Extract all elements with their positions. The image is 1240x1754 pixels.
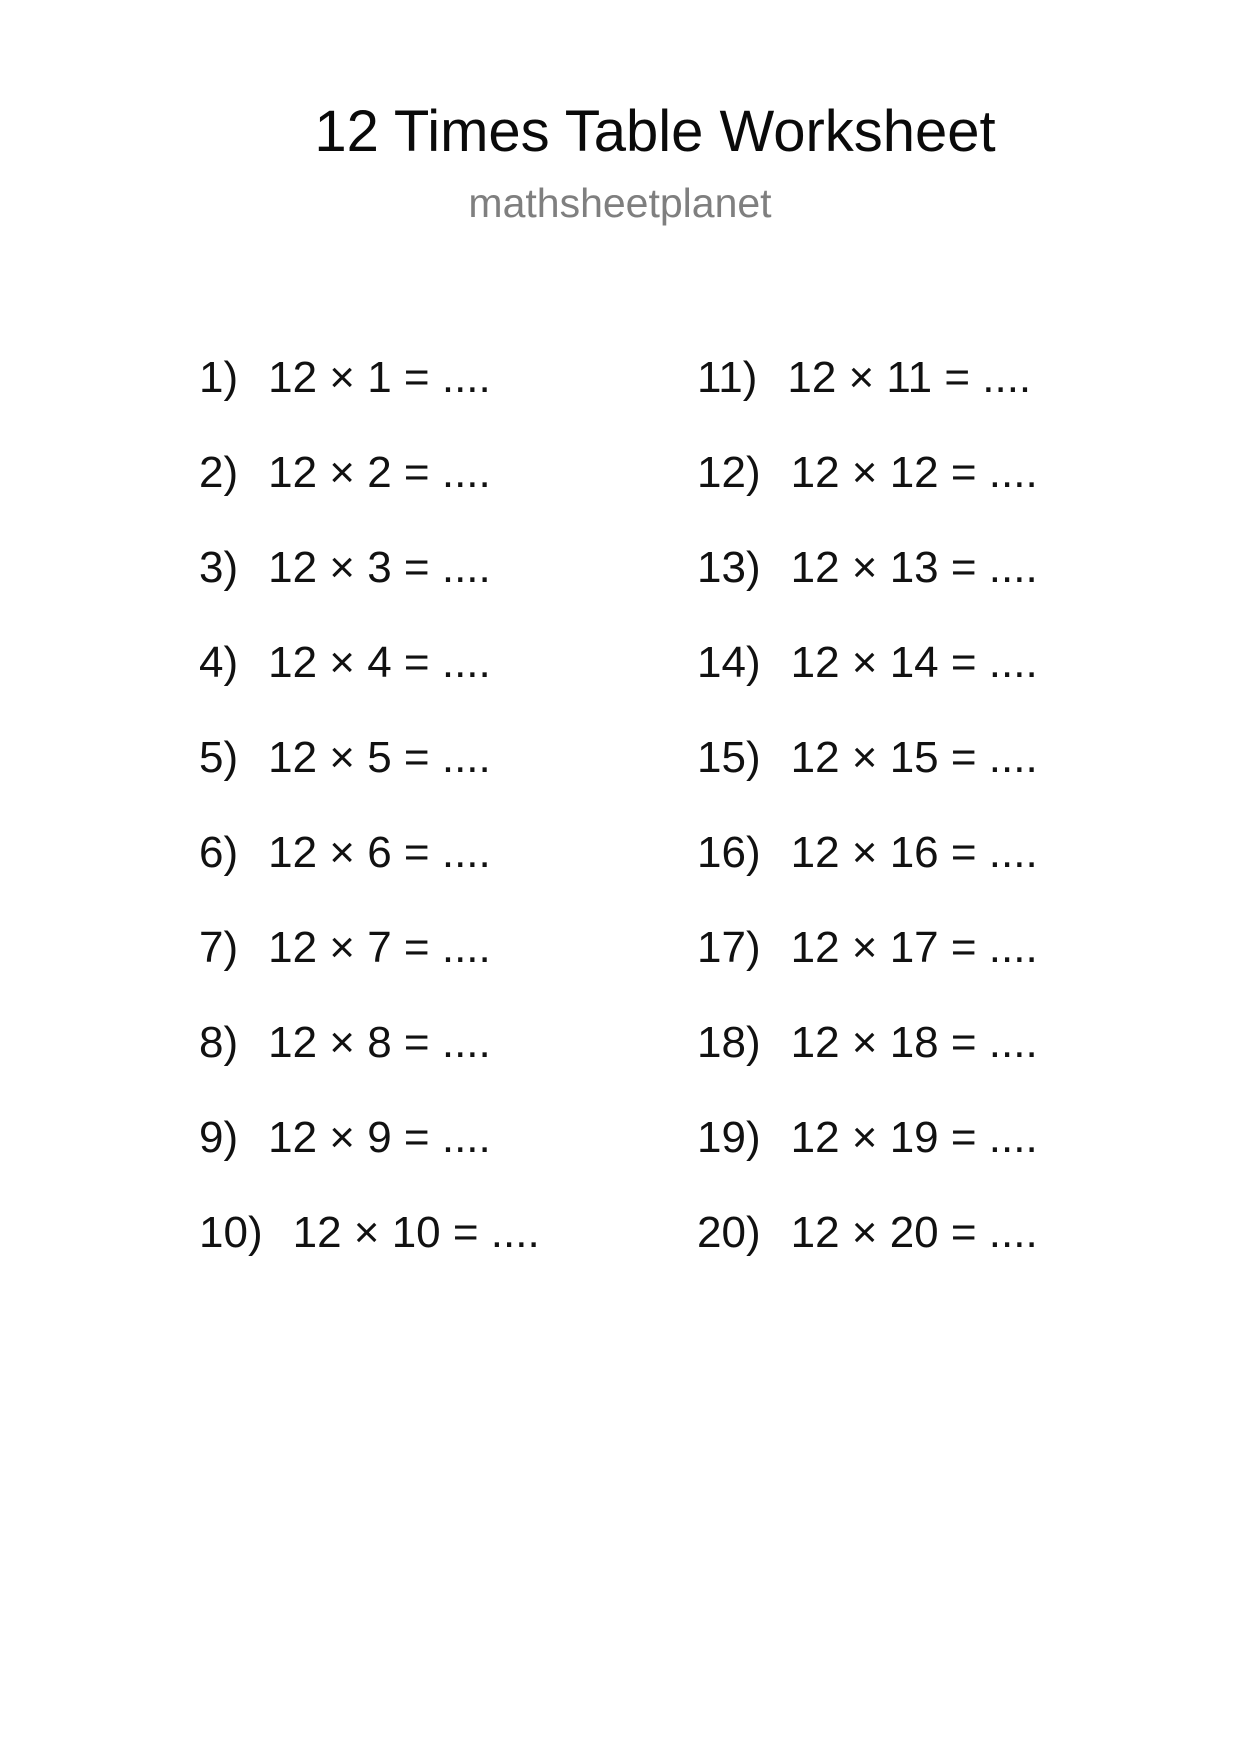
problem-item	[697, 1203, 1038, 1298]
problem-number: 11 )	[697, 348, 757, 408]
worksheet-title: 12 Times Table Worksheet	[314, 99, 996, 164]
problem-number: 3 )	[199, 538, 238, 598]
problem-column-right	[697, 348, 1038, 1298]
problem-expression: 12 × 7 = ....	[268, 923, 491, 972]
problem-number: 16 )	[697, 823, 761, 883]
problem-item	[199, 1013, 540, 1108]
problem-expression: 12 × 12 = ....	[790, 448, 1038, 497]
problem-expression: 12 × 5 = ....	[268, 733, 491, 782]
problem-number: 4 )	[199, 633, 238, 693]
problem-item	[697, 823, 1038, 918]
problem-item	[697, 633, 1038, 728]
problem-expression: 12 × 1 = ....	[268, 353, 491, 402]
problem-item	[697, 728, 1038, 823]
problem-item	[199, 918, 540, 1013]
problem-item	[199, 538, 540, 633]
problem-item	[199, 823, 540, 918]
problem-expression: 12 × 18 = ....	[790, 1018, 1038, 1067]
problem-number: 18 )	[697, 1013, 761, 1073]
problem-number: 1 )	[199, 348, 238, 408]
problem-expression: 12 × 19 = ....	[790, 1113, 1038, 1162]
worksheet-subtitle: mathsheetplanet	[468, 180, 772, 226]
problem-item	[697, 918, 1038, 1013]
problem-item	[199, 348, 540, 443]
problem-number: 20 )	[697, 1203, 761, 1263]
problem-number: 2 )	[199, 443, 238, 503]
problem-number: 15 )	[697, 728, 761, 788]
problem-item	[199, 728, 540, 823]
problem-expression: 12 × 10 = ....	[292, 1208, 540, 1257]
problem-item	[199, 1203, 540, 1298]
problem-item	[199, 443, 540, 538]
problem-expression: 12 × 16 = ....	[790, 828, 1038, 877]
problem-number: 13 )	[697, 538, 761, 598]
problem-item	[697, 538, 1038, 633]
problem-expression: 12 × 9 = ....	[268, 1113, 491, 1162]
problem-number: 9 )	[199, 1108, 238, 1168]
problem-item	[697, 348, 1038, 443]
problem-number: 17 )	[697, 918, 761, 978]
problem-item	[697, 1013, 1038, 1108]
problem-expression: 12 × 6 = ....	[268, 828, 491, 877]
problem-expression: 12 × 4 = ....	[268, 638, 491, 687]
problem-number: 8 )	[199, 1013, 238, 1073]
problem-number: 19 )	[697, 1108, 761, 1168]
problem-item	[199, 633, 540, 728]
problem-expression: 12 × 15 = ....	[790, 733, 1038, 782]
problem-number: 12 )	[697, 443, 761, 503]
problem-expression: 12 × 11 = ....	[787, 353, 1032, 402]
problem-item	[199, 1108, 540, 1203]
problem-number: 6 )	[199, 823, 238, 883]
problem-expression: 12 × 3 = ....	[268, 543, 491, 592]
problem-number: 7 )	[199, 918, 238, 978]
problem-item	[697, 443, 1038, 538]
problem-expression: 12 × 2 = ....	[268, 448, 491, 497]
problem-expression: 12 × 14 = ....	[790, 638, 1038, 687]
problem-item	[697, 1108, 1038, 1203]
problem-expression: 12 × 20 = ....	[790, 1208, 1038, 1257]
problem-expression: 12 × 13 = ....	[790, 543, 1038, 592]
problem-number: 5 )	[199, 728, 238, 788]
problem-number: 14 )	[697, 633, 761, 693]
problem-expression: 12 × 8 = ....	[268, 1018, 491, 1067]
problem-number: 10 )	[199, 1203, 263, 1263]
problem-column-left	[199, 348, 540, 1298]
problem-expression: 12 × 17 = ....	[790, 923, 1038, 972]
